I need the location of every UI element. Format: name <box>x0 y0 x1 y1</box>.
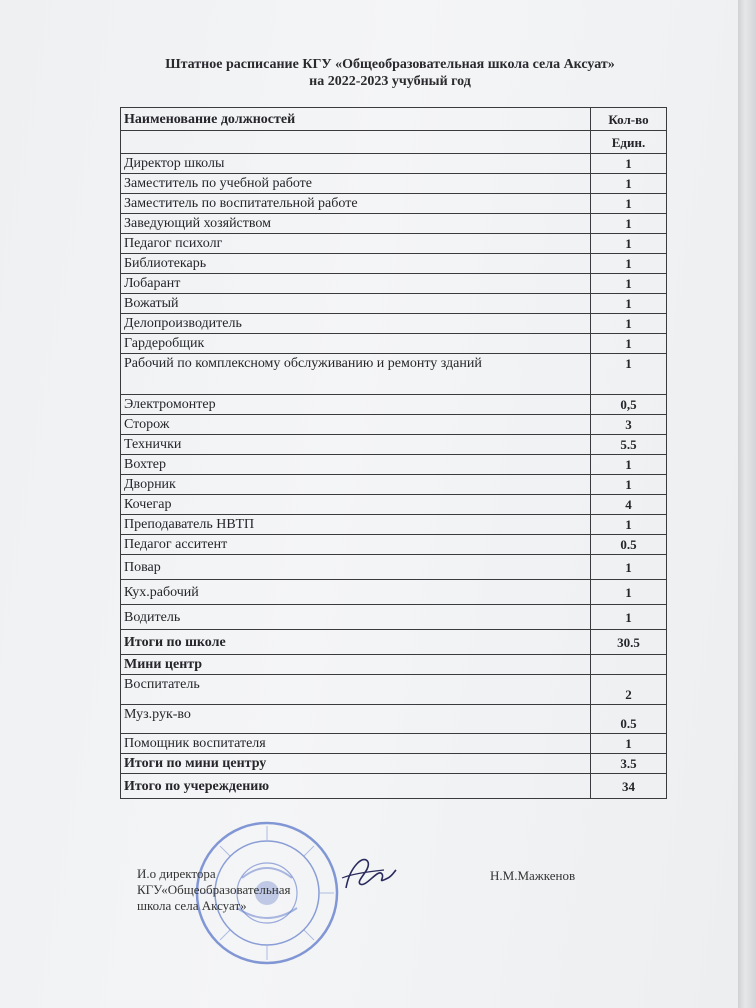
position-name: Воспитатель <box>121 675 591 705</box>
signature-org-line-1: КГУ«Общеобразовательная <box>137 882 291 897</box>
position-count: 1 <box>591 194 667 214</box>
position-name: Водитель <box>121 605 591 630</box>
header-position-name: Наименование должностей <box>121 108 591 131</box>
position-name: Вожатый <box>121 294 591 314</box>
signature-title: И.о директора <box>137 866 216 881</box>
position-count: 30.5 <box>591 630 667 655</box>
position-name: Сторож <box>121 415 591 435</box>
position-name: Кочегар <box>121 495 591 515</box>
position-name: Заместитель по воспитательной работе <box>121 194 591 214</box>
section-header-row <box>121 655 667 675</box>
school-total-row <box>121 630 667 655</box>
position-name: Гардеробщик <box>121 334 591 354</box>
table-row <box>121 475 667 495</box>
position-count: 1 <box>591 314 667 334</box>
position-name: Итоги по мини центру <box>121 754 591 774</box>
table-row <box>121 294 667 314</box>
position-count: 3.5 <box>591 754 667 774</box>
title-line-1: Штатное расписание КГУ «Общеобразовательная школа села Аксуат» <box>165 57 615 72</box>
table-row <box>121 515 667 535</box>
position-name: Муз.рук-во <box>121 705 591 734</box>
table-row <box>121 555 667 580</box>
position-count: 3 <box>591 415 667 435</box>
position-count: 1 <box>591 154 667 174</box>
section-name: Мини центр <box>121 655 591 675</box>
signature-org-line-2: школа села Аксуат» <box>137 898 247 913</box>
table-row <box>121 605 667 630</box>
table-row <box>121 580 667 605</box>
table-row <box>121 705 667 734</box>
table-row <box>121 395 667 415</box>
header-unit: Един. <box>591 131 667 154</box>
position-name: Итоги по школе <box>121 630 591 655</box>
position-count: 0,5 <box>591 395 667 415</box>
table-row <box>121 194 667 214</box>
position-count: 1 <box>591 214 667 234</box>
position-count: 1 <box>591 555 667 580</box>
table-row <box>121 675 667 705</box>
table-row <box>121 254 667 274</box>
position-name: Педагог психолг <box>121 234 591 254</box>
table-row <box>121 274 667 294</box>
position-name: Повар <box>121 555 591 580</box>
position-name: Преподаватель НВТП <box>121 515 591 535</box>
position-name: Вохтер <box>121 455 591 475</box>
table-row <box>121 435 667 455</box>
position-name: Рабочий по комплексному обслуживанию и ремонту зданий <box>121 354 591 395</box>
page-stack-edge <box>738 0 756 1008</box>
position-name: Заместитель по учебной работе <box>121 174 591 194</box>
table-row <box>121 314 667 334</box>
title-line-2: на 2022-2023 учубный год <box>309 74 471 89</box>
table-row <box>121 154 667 174</box>
table-row <box>121 734 667 754</box>
position-count: 1 <box>591 274 667 294</box>
table-row <box>121 415 667 435</box>
header-empty-cell <box>121 131 591 154</box>
position-name: Итого по учереждению <box>121 774 591 799</box>
position-name: Библиотекарь <box>121 254 591 274</box>
position-count: 0.5 <box>591 535 667 555</box>
position-name: Заведующий хозяйством <box>121 214 591 234</box>
position-count: 1 <box>591 455 667 475</box>
position-name: Лобарант <box>121 274 591 294</box>
position-count: 1 <box>591 174 667 194</box>
position-name: Педагог асситент <box>121 535 591 555</box>
position-count: 1 <box>591 294 667 314</box>
position-name: Помощник воспитателя <box>121 734 591 754</box>
position-name: Директор школы <box>121 154 591 174</box>
staff-table <box>120 107 667 799</box>
position-count: 1 <box>591 605 667 630</box>
position-count: 1 <box>591 254 667 274</box>
position-count: 0.5 <box>591 705 667 734</box>
position-count <box>591 655 667 675</box>
header-count: Кол-во <box>591 108 667 131</box>
table-row <box>121 334 667 354</box>
position-count: 5.5 <box>591 435 667 455</box>
table-row <box>121 214 667 234</box>
position-count: 1 <box>591 475 667 495</box>
director-name: Н.М.Мажкенов <box>490 868 576 883</box>
position-count: 2 <box>591 675 667 705</box>
position-count: 1 <box>591 354 667 395</box>
position-count: 4 <box>591 495 667 515</box>
position-name: Делопроизводитель <box>121 314 591 334</box>
position-count: 1 <box>591 334 667 354</box>
signature-block <box>137 866 290 914</box>
position-name: Дворник <box>121 475 591 495</box>
position-count: 1 <box>591 580 667 605</box>
director-signature <box>338 848 398 898</box>
table-row <box>121 495 667 515</box>
position-name: Технички <box>121 435 591 455</box>
mini-center-total-row <box>121 754 667 774</box>
table-row <box>121 174 667 194</box>
table-row <box>121 234 667 254</box>
institution-total-row <box>121 774 667 799</box>
table-row <box>121 455 667 475</box>
table-row <box>121 535 667 555</box>
table-row <box>121 354 667 395</box>
position-count: 1 <box>591 734 667 754</box>
position-count: 1 <box>591 515 667 535</box>
position-count: 34 <box>591 774 667 799</box>
position-count: 1 <box>591 234 667 254</box>
position-name: Электромонтер <box>121 395 591 415</box>
document-title <box>110 56 670 90</box>
position-name: Кух.рабочий <box>121 580 591 605</box>
